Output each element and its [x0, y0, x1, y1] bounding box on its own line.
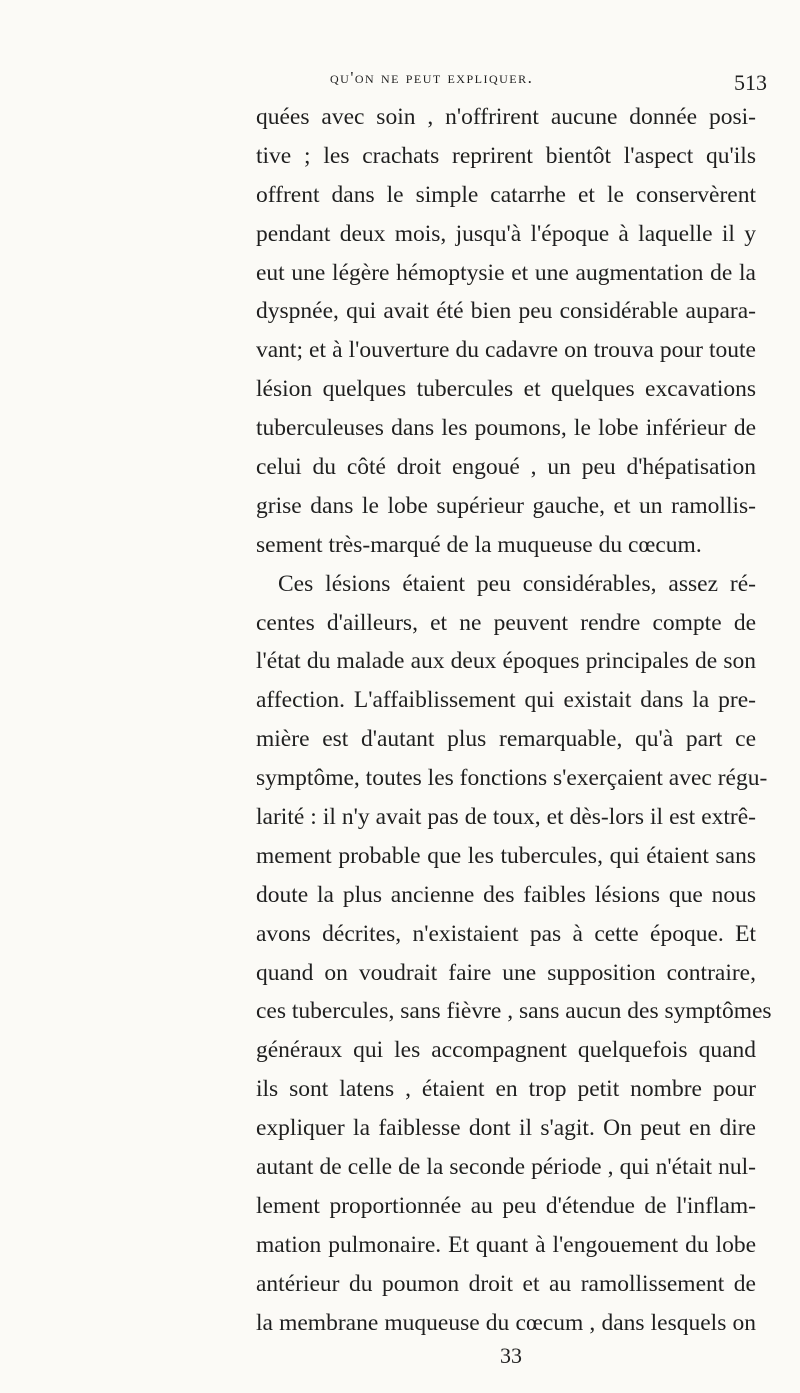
signature-mark: 33: [500, 1343, 522, 1368]
paragraph-start-line: Ces lésions étaient peu considérables, assez ré-: [278, 570, 756, 597]
text-line: symptôme, toutes les fonctions s'exerçaient avec régu-: [256, 765, 768, 792]
text-line: offrent dans le simple catarrhe et le conservèrent: [256, 181, 756, 208]
text-line: l'état du malade aux deux époques principales de son: [256, 648, 756, 675]
text-line: tuberculeuses dans les poumons, le lobe inférieur de: [256, 415, 756, 442]
text-line: expliquer la faiblesse dont il s'agit. On peut en dire: [256, 1115, 756, 1142]
text-line: eut une légère hémoptysie et une augmentation de la: [256, 259, 756, 286]
text-line: grise dans le lobe supérieur gauche, et un ramollis-: [256, 492, 756, 519]
text-line: mement probable que les tubercules, qui étaient sans: [256, 842, 756, 869]
text-line: mière est d'autant plus remarquable, qu'à part ce: [256, 726, 756, 753]
text-line: la membrane muqueuse du cœcum , dans lesquels on: [256, 1309, 756, 1336]
text-line: mation pulmonaire. Et quant à l'engouement du lobe: [256, 1231, 756, 1258]
text-line: pendant deux mois, jusqu'à l'époque à laquelle il y: [256, 220, 756, 247]
text-line: ces tubercules, sans fièvre , sans aucun des symptômes: [256, 998, 772, 1025]
text-line: lésion quelques tubercules et quelques excavations: [256, 376, 756, 403]
text-line: vant; et à l'ouverture du cadavre on trouva pour toute: [256, 337, 756, 364]
text-line: affection. L'affaiblissement qui existait dans la pre-: [256, 687, 756, 714]
text-line: dyspnée, qui avait été bien peu considérable aupara-: [256, 298, 756, 325]
text-line: lement proportionnée au peu d'étendue de l'inflam-: [256, 1192, 756, 1219]
text-line: sement très-marqué de la muqueuse du cœcum.: [256, 531, 702, 558]
text-line: quand on voudrait faire une supposition contraire,: [256, 959, 756, 986]
text-line: doute la plus ancienne des faibles lésions que nous: [256, 881, 756, 908]
text-line: centes d'ailleurs, et ne peuvent rendre compte de: [256, 609, 756, 636]
text-line: autant de celle de la seconde période , qui n'était nul-: [256, 1154, 756, 1181]
text-line: antérieur du poumon droit et au ramollissement de: [256, 1270, 756, 1297]
text-line: ils sont latens , étaient en trop petit nombre pour: [256, 1076, 756, 1103]
text-line: quées avec soin , n'offrirent aucune donnée posi-: [256, 104, 756, 130]
text-line: larité : il n'y avait pas de toux, et dès-lors il est extrê-: [256, 804, 756, 831]
text-line: celui du côté droit engoué , un peu d'hépatisation: [256, 454, 756, 481]
text-line: généraux qui les accompagnent quelquefois quand: [256, 1037, 756, 1064]
running-title: qu'on ne peut expliquer.: [330, 68, 534, 87]
text-line: tive ; les crachats reprirent bientôt l'aspect qu'ils: [256, 142, 756, 169]
body-text: [256, 98, 772, 1343]
text-line: avons décrites, n'existaient pas à cette époque. Et: [256, 920, 756, 947]
page-number: 513: [734, 70, 767, 95]
